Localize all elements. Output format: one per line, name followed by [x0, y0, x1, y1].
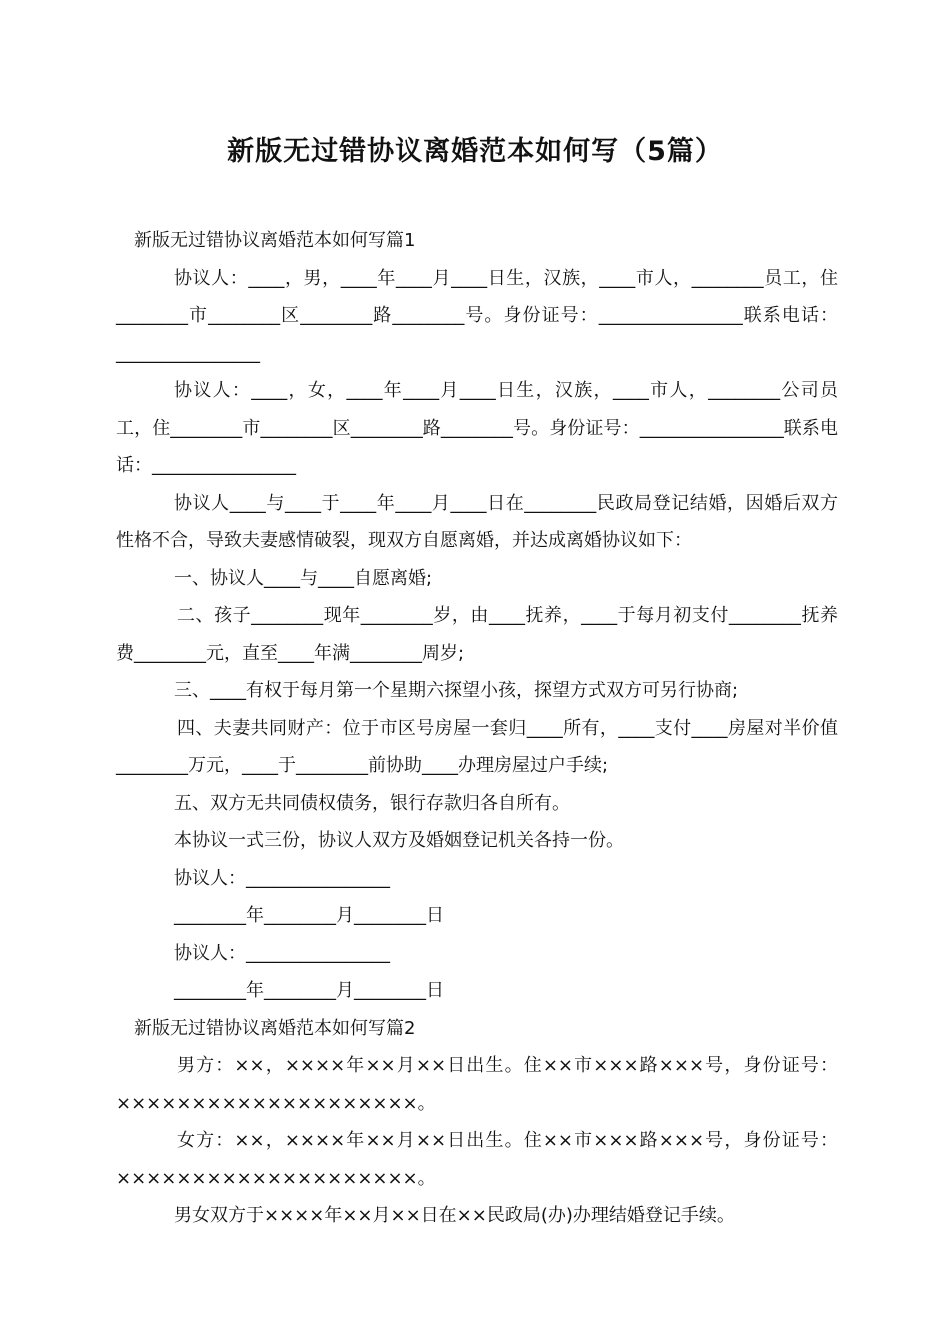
paragraph: 男方：××，××××年××月××日出生。住××市×××路×××号，身份证号：××××××××××××××××××××。 [116, 1055, 838, 1114]
date-line: ________年________月________日 [174, 980, 444, 1001]
paragraph: 本协议一式三份，协议人双方及婚姻登记机关各持一份。 [174, 830, 624, 851]
signature-line: 协议人：________________ [174, 942, 390, 964]
paragraph: 协议人：____，男，____年____月____日生，汉族，____市人，________员工，住________市________区________路________号。身份证号：________________联系电话：________________ [116, 267, 838, 364]
signature-line: 协议人：________________ [174, 867, 390, 889]
page-title: 新版无过错协议离婚范本如何写（5篇） [227, 136, 723, 167]
paragraph: 五、双方无共同债权债务，银行存款归各自所有。 [174, 792, 570, 814]
paragraph: 四、夫妻共同财产：位于市区号房屋一套归____所有，____支付____房屋对半价值________万元，____于________前协助____办理房屋过户手续; [116, 717, 838, 776]
document-body [116, 222, 838, 1235]
paragraph: 女方：××，××××年××月××日出生。住××市×××路×××号，身份证号：××××××××××××××××××××。 [116, 1130, 838, 1189]
paragraph: 三、____有权于每月第一个星期六探望小孩，探望方式双方可另行协商; [174, 680, 739, 701]
paragraph: 二、孩子________现年________岁，由____抚养，____于每月初支付________抚养费________元，直至____年满________周岁; [116, 605, 838, 664]
date-line: ________年________月________日 [174, 905, 444, 926]
paragraph: 协议人：____，女，____年____月____日生，汉族，____市人，________公司员工，住________市________区________路________号。身份证号：________________联系电话：________________ [116, 380, 838, 476]
paragraph: 一、协议人____与____自愿离婚; [174, 567, 433, 589]
paragraph: 男女双方于××××年××月××日在××民政局(办)办理结婚登记手续。 [174, 1205, 735, 1226]
section-heading: 新版无过错协议离婚范本如何写篇1 [134, 230, 416, 251]
paragraph: 协议人____与____于____年____月____日在________民政局登记结婚，因婚后双方性格不合，导致夫妻感情破裂，现双方自愿离婚，并达成离婚协议如下： [116, 492, 838, 551]
section-heading: 新版无过错协议离婚范本如何写篇2 [134, 1017, 416, 1039]
